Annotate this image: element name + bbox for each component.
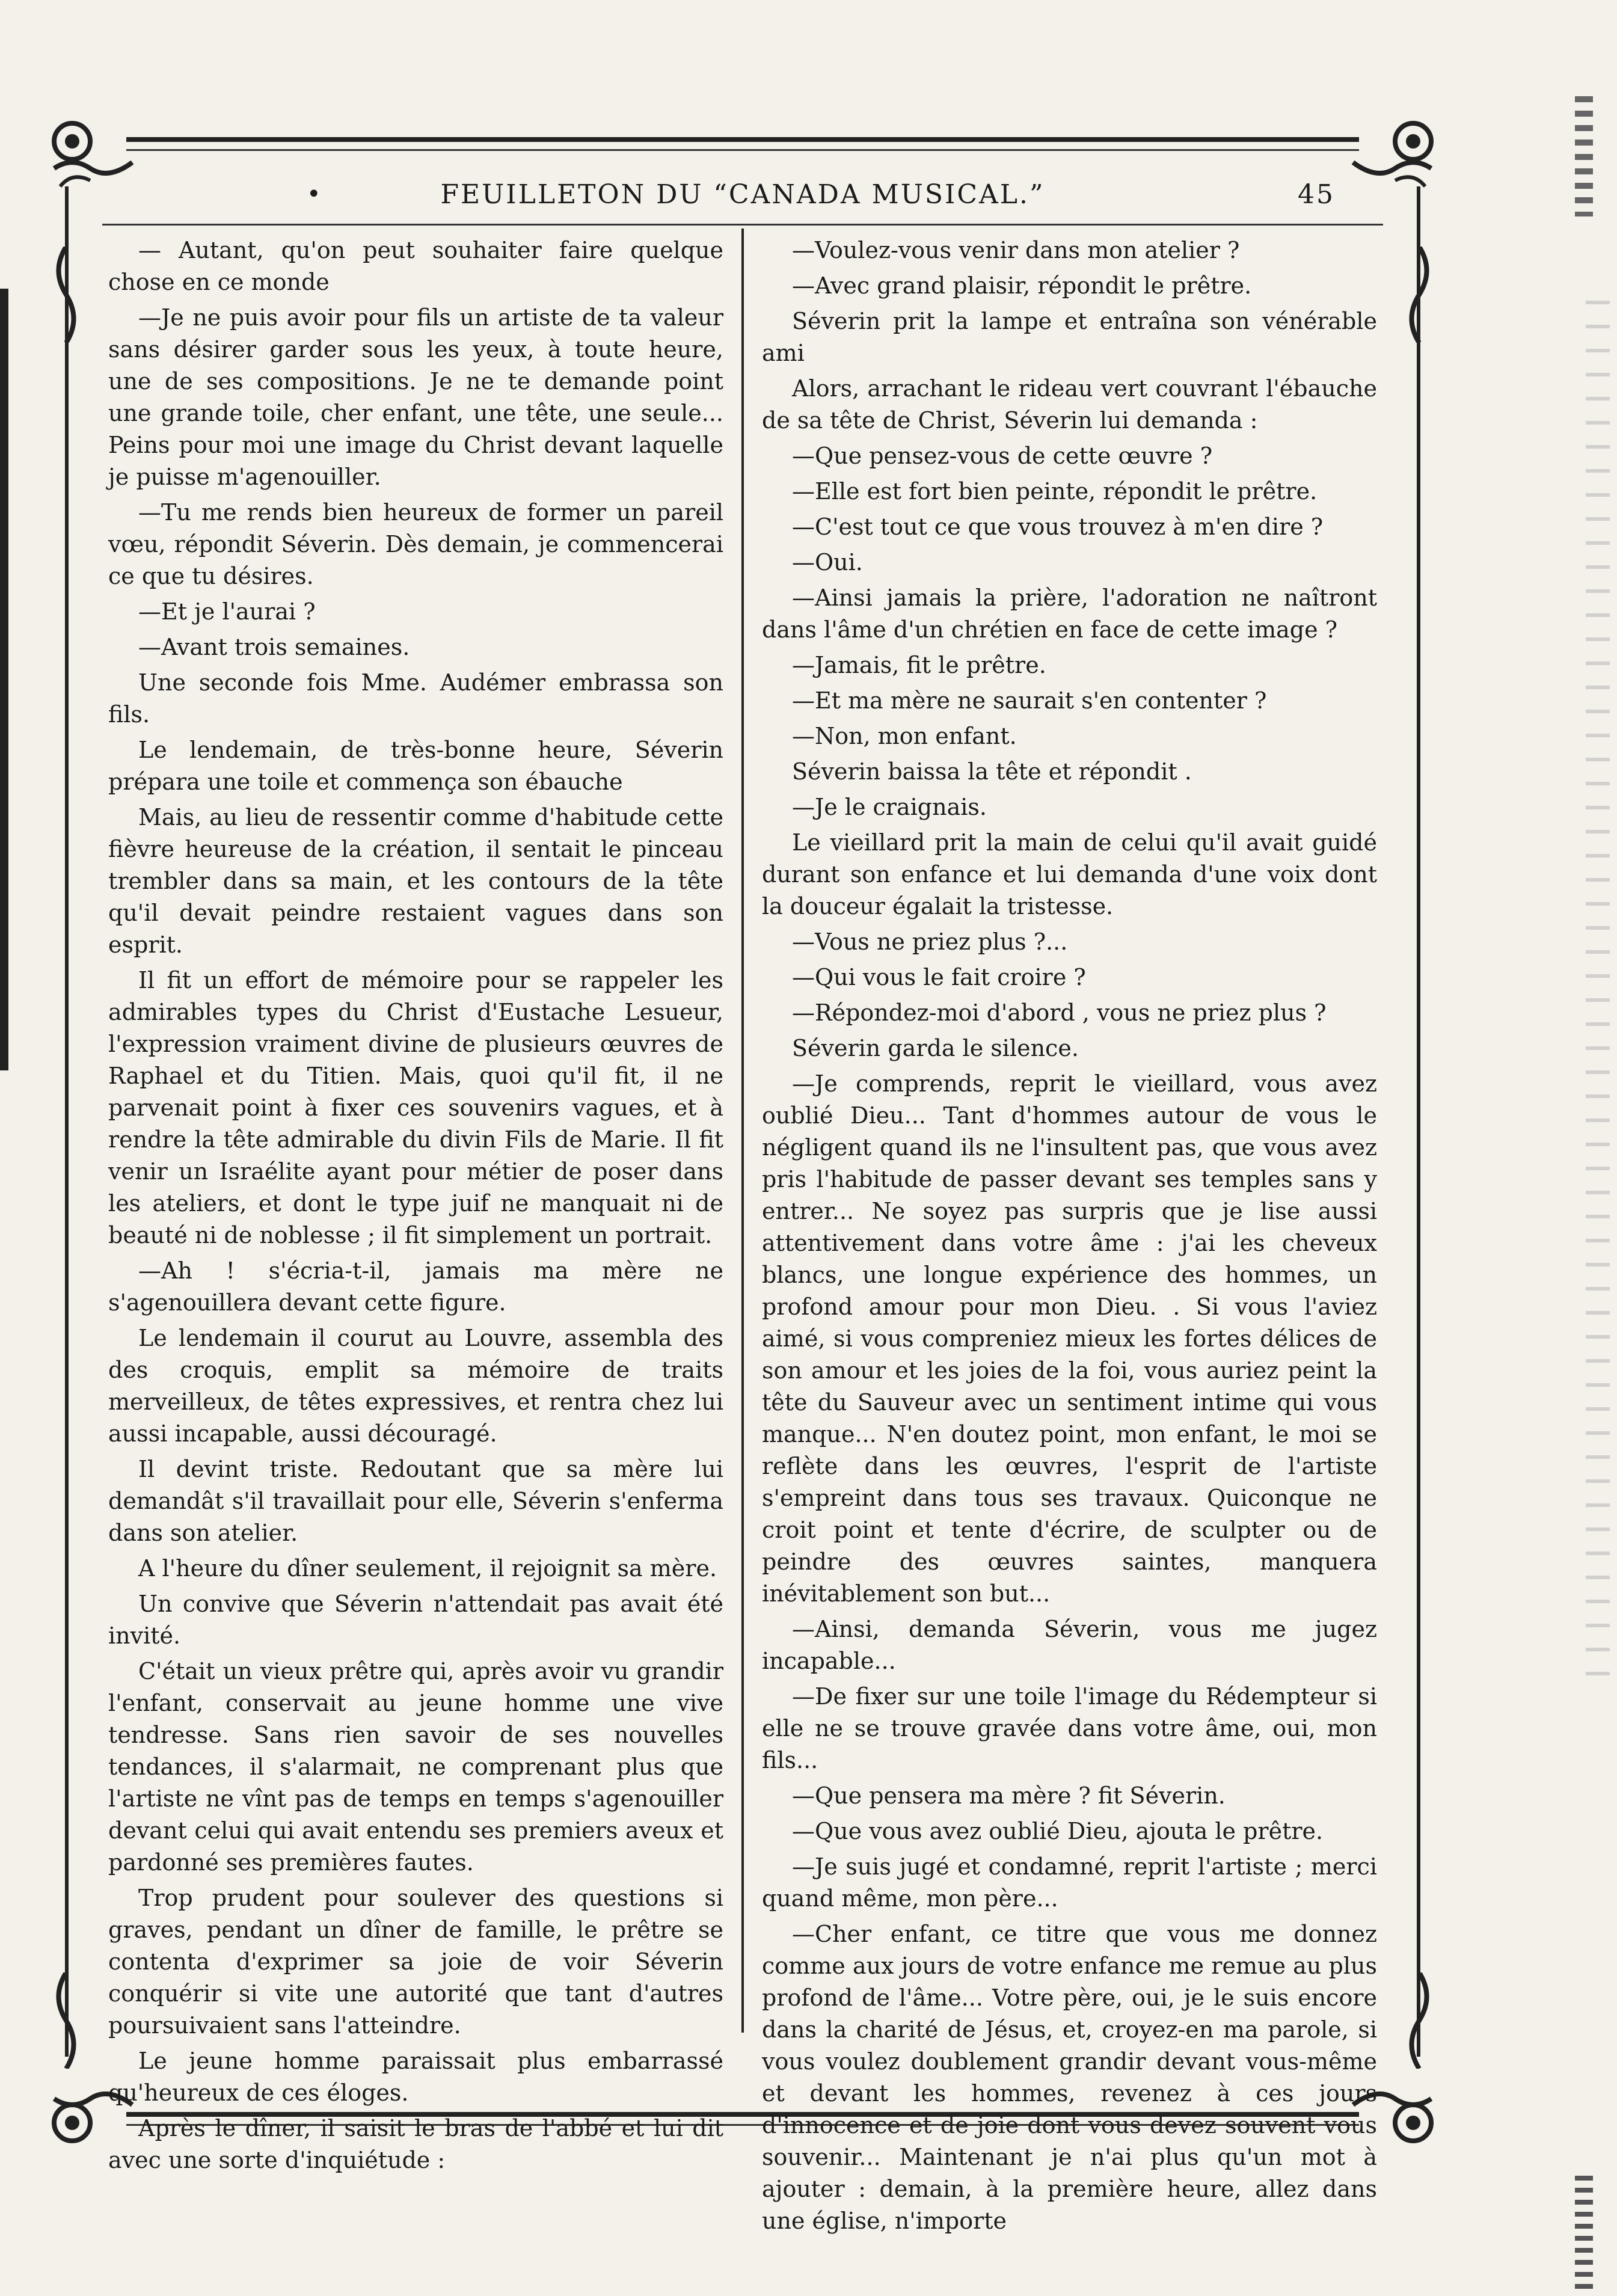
paragraph: —Je comprends, reprit le vieillard, vous avez oublié Dieu... Tant d'hommes autour de vous le négligent quand ils ne l'insultent pas, que vous avez pris l'habitude de passer devant ses temples sans y entrer... Ne soyez pas surpris que je lise aussi attentivement dans votre âme : j'ai les cheveux blancs, une longue expérience des hommes, un profond amour pour mon Dieu. . Si vous l'aviez aimé, si vous compreniez mieux les fortes délices de son amour et les joies de la foi, vous auriez peint la tête du Sauveur avec un sentiment intime qui vous manque... N'en doutez point, mon enfant, le moi se reflète dans les œuvres, l'esprit de l'artiste s'empreint dans tous ses travaux. Quiconque ne croit point et tente d'écrire, de sculpter ou de peindre des œuvres saintes, manquera inévitablement son but... <box>762 1070 1377 1607</box>
paragraph: A l'heure du dîner seulement, il rejoignit sa mère. <box>138 1555 717 1582</box>
page-header <box>150 174 1335 223</box>
paragraph: —Tu me rends bien heureux de former un pareil vœu, répondit Séverin. Dès demain, je commencerai ce que tu désires. <box>108 499 723 589</box>
paragraph: Le lendemain, de très-bonne heure, Séverin prépara une toile et commença son ébauche <box>108 737 723 795</box>
left-column <box>96 235 741 2173</box>
paragraph: —Que pensez-vous de cette œuvre ? <box>792 443 1213 469</box>
header-title: FEUILLETON DU “CANADA MUSICAL.” <box>440 179 1045 210</box>
paragraph: — Autant, qu'on peut souhaiter faire quelque chose en ce monde <box>108 237 723 295</box>
paragraph: —Ainsi, demanda Séverin, vous me jugez incapable... <box>762 1616 1377 1674</box>
paragraph: —Et je l'aurai ? <box>138 598 316 625</box>
header-mark: • <box>307 180 323 208</box>
paragraph: —Que pensera ma mère ? fit Séverin. <box>792 1782 1226 1809</box>
paragraph: Il devint triste. Redoutant que sa mère lui demandât s'il travaillait pour elle, Séverin s'enferma dans son atelier. <box>108 1456 723 1546</box>
paragraph: C'était un vieux prêtre qui, après avoir vu grandir l'enfant, conservait au jeune homme une vive tendresse. Sans rien savoir de ses nouvelles tendances, il s'alarmait, ne comprenant plus que l'artiste ne vînt pas de temps en temps s'agenouiller devant celui qui avait entendu ses premiers aveux et pardonné ses premières fautes. <box>108 1658 723 1876</box>
page-frame <box>42 114 1443 2234</box>
scan-edge-left <box>0 289 8 1070</box>
paragraph: —Ah ! s'écria-t-il, jamais ma mère ne s'agenouillera devant cette figure. <box>108 1257 723 1316</box>
paragraph: —Vous ne priez plus ?... <box>792 929 1068 955</box>
paragraph: —Elle est fort bien peinte, répondit le prêtre. <box>792 478 1318 505</box>
paragraph: Le jeune homme paraissait plus embarrassé qu'heureux de ces éloges. <box>108 2048 723 2106</box>
paragraph: —Ainsi jamais la prière, l'adoration ne naîtront dans l'âme d'un chrétien en face de cette image ? <box>762 585 1377 643</box>
side-ornament-icon <box>1401 1972 1437 2069</box>
paragraph: —Que vous avez oublié Dieu, ajouta le prêtre. <box>792 1818 1324 1844</box>
header-rule <box>102 224 1383 226</box>
right-column <box>744 235 1383 2234</box>
paragraph: —Répondez-moi d'abord , vous ne priez plus ? <box>792 999 1327 1026</box>
paragraph: Séverin garda le silence. <box>792 1035 1079 1061</box>
text-columns <box>96 235 1383 2234</box>
paragraph: —Cher enfant, ce titre que vous me donnez comme aux jours de votre enfance me remue au plus profond de l'âme... Votre père, oui, je le suis encore dans la charité de Jésus, et, croyez-en ma parole, si vous voulez doublement grandir devant vous-même et devant les hommes, revenez à ces jours d'innocence et de joie dont vous devez souvent vous souvenir... Maintenant je n'ai plus qu'un mot à ajouter : demain, à la première heure, allez dans une église, n'importe <box>762 1921 1377 2234</box>
scan-edge-top-right <box>1575 96 1593 216</box>
paragraph: —Et ma mère ne saurait s'en contenter ? <box>792 687 1267 714</box>
paragraph: —Je suis jugé et condamné, reprit l'artiste ; merci quand même, mon père... <box>762 1853 1377 1912</box>
paragraph: —C'est tout ce que vous trouvez à m'en dire ? <box>792 514 1324 540</box>
scan-edge-bottom-right <box>1575 2176 1593 2296</box>
paragraph: Séverin baissa la tête et répondit . <box>792 758 1192 785</box>
paragraph: Il fit un effort de mémoire pour se rappeler les admirables types du Christ d'Eustache Lesueur, l'expression vraiment divine de plusieurs œuvres de Raphael et du Titien. Mais, quoi qu'il fit, il ne parvenait point à fixer ces souvenirs vagues, et à rendre la tête admirable du divin Fils de Marie. Il fit venir un Israélite ayant pour métier de poser dans les ateliers, et dont le type juif ne manquait ni de beauté ni de noblesse ; il fit simplement un portrait. <box>108 967 723 1248</box>
paragraph: Le lendemain il courut au Louvre, assembla des des croquis, emplit sa mémoire de traits merveilleux, de têtes expressives, et rentra chez lui aussi incapable, aussi découragé. <box>108 1325 723 1447</box>
paragraph: Trop prudent pour soulever des questions si graves, pendant un dîner de famille, le prêtre se contenta d'exprimer sa joie de voir Séverin conquérir si vite une autorité que tant d'autres poursuivaient sans l'atteindre. <box>108 1885 723 2039</box>
paragraph: —Avant trois semaines. <box>138 634 410 660</box>
paragraph: Une seconde fois Mme. Audémer embrassa son fils. <box>108 669 723 728</box>
top-rule <box>126 137 1359 142</box>
paragraph: —Qui vous le fait croire ? <box>792 964 1086 990</box>
paragraph: —Oui. <box>792 549 863 576</box>
paragraph: Alors, arrachant le rideau vert couvrant l'ébauche de sa tête de Christ, Séverin lui demanda : <box>762 375 1377 434</box>
corner-ornament-icon <box>1347 114 1443 204</box>
paragraph: —De fixer sur une toile l'image du Rédempteur si elle ne se trouve gravée dans votre âme, oui, mon fils... <box>762 1683 1377 1773</box>
paragraph: —Je le craignais. <box>792 794 987 820</box>
paragraph: —Non, mon enfant. <box>792 723 1017 749</box>
paragraph: —Je ne puis avoir pour fils un artiste de ta valeur sans désirer garder sous les yeux, à toute heure, une de ses compositions. Je ne te demande point une grande toile, cher enfant, une tête, une seule... Peins pour moi une image du Christ devant laquelle je puisse m'agenouiller. <box>108 304 723 490</box>
paragraph: —Jamais, fit le prêtre. <box>792 652 1046 678</box>
side-ornament-icon <box>1401 247 1437 343</box>
scan-edge-right <box>1586 301 1610 1684</box>
left-border <box>65 186 69 2057</box>
paragraph: —Voulez-vous venir dans mon atelier ? <box>792 237 1240 263</box>
paragraph: Mais, au lieu de ressentir comme d'habitude cette fièvre heureuse de la création, il sentait le pinceau trembler dans sa main, et les contours de la tête qu'il devait peindre restaient vagues dans son esprit. <box>108 804 723 958</box>
paragraph: —Avec grand plaisir, répondit le prêtre. <box>792 272 1252 299</box>
corner-ornament-icon <box>42 114 138 204</box>
side-ornament-icon <box>48 1972 84 2069</box>
paragraph: Après le dîner, il saisit le bras de l'abbé et lui dit avec une sorte d'inquiétude : <box>108 2115 723 2173</box>
page-number: 45 <box>1298 179 1335 210</box>
top-rule-thin <box>126 149 1359 151</box>
paragraph: Le vieillard prit la main de celui qu'il avait guidé durant son enfance et lui demanda d'une voix dont la douceur égalait la tristesse. <box>762 829 1377 919</box>
paragraph: Séverin prit la lampe et entraîna son vénérable ami <box>762 308 1377 366</box>
right-border <box>1417 186 1420 2057</box>
paragraph: Un convive que Séverin n'attendait pas avait été invité. <box>108 1591 723 1649</box>
side-ornament-icon <box>48 247 84 343</box>
